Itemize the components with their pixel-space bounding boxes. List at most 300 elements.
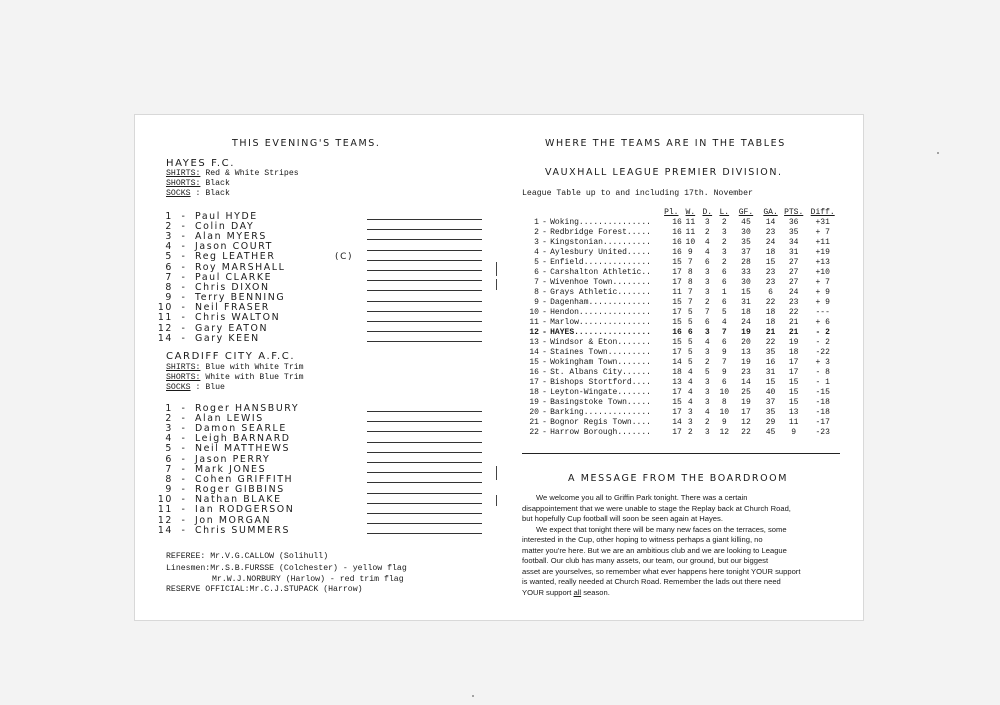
cell-ga: 35 <box>765 348 776 357</box>
cell-l: 12 <box>719 428 730 437</box>
kit-row <box>166 169 299 179</box>
dash: - <box>181 433 187 445</box>
shirt-number: 7 <box>165 463 173 475</box>
cell-pos: 4 <box>534 248 539 257</box>
player-name: Colin DAY <box>195 220 255 232</box>
message-text: season. <box>581 587 610 597</box>
cell-d: 4 <box>704 338 710 347</box>
table-row <box>522 378 840 388</box>
league-table <box>522 208 840 438</box>
write-in-line <box>367 526 482 534</box>
write-in-line <box>367 283 482 291</box>
cell-dash: - <box>542 338 547 347</box>
cell-ga: 21 <box>765 328 776 337</box>
cell-l: 6 <box>721 378 727 387</box>
cell-gf: 18 <box>741 308 751 317</box>
cell-pl: 17 <box>672 388 682 397</box>
cell-d: 2 <box>704 358 710 367</box>
dash: - <box>181 422 187 434</box>
cell-diff: - 2 <box>815 328 830 337</box>
dash: - <box>181 494 187 506</box>
cell-diff: -22 <box>815 348 830 357</box>
player-row <box>145 313 482 323</box>
write-in-line <box>367 324 482 332</box>
cell-diff: - 1 <box>815 378 830 387</box>
write-in-line <box>367 486 482 494</box>
kit-label: SHORTS: <box>166 179 201 188</box>
cell-ga: 40 <box>765 388 776 397</box>
dash: - <box>181 241 187 253</box>
write-in-line <box>367 263 482 271</box>
dash: - <box>181 230 187 242</box>
dash: - <box>181 412 187 424</box>
cell-gf: 30 <box>741 278 751 287</box>
cell-gf: 35 <box>741 238 751 247</box>
player-row <box>145 474 482 484</box>
column-header: PTS. <box>784 208 804 217</box>
player-name: Ian RODGERSON <box>195 504 295 516</box>
shirt-number: 11 <box>157 504 173 516</box>
player-name: Terry BENNING <box>195 292 286 304</box>
kit-label: SOCKS <box>166 383 191 392</box>
player-row <box>145 231 482 241</box>
cell-pts: 31 <box>788 248 799 257</box>
cell-pos: 15 <box>529 358 539 367</box>
player-name: Jason COURT <box>195 241 273 253</box>
cell-diff: - 2 <box>815 338 830 347</box>
cell-pl: 18 <box>672 368 682 377</box>
column-header: D. <box>702 208 713 217</box>
shirt-number: 2 <box>165 220 173 232</box>
player-row <box>145 515 482 525</box>
shirt-number: 5 <box>165 251 173 263</box>
cell-team: Bishops Stortford.... <box>550 378 651 387</box>
speck <box>472 695 474 697</box>
cell-l: 1 <box>721 288 727 297</box>
player-row <box>145 252 482 262</box>
cell-ga: 24 <box>765 238 776 247</box>
cell-pl: 16 <box>672 228 682 237</box>
write-in-line <box>367 212 482 220</box>
table-row <box>522 298 840 308</box>
cell-gf: 45 <box>741 218 751 227</box>
player-row <box>145 333 482 343</box>
player-name: Cohen GRIFFITH <box>195 473 294 485</box>
teams-title: THIS EVENING'S TEAMS. <box>232 138 381 149</box>
player-row <box>145 464 482 474</box>
cell-team: Kingstonian.......... <box>550 238 651 247</box>
write-in-line <box>367 222 482 230</box>
cell-w: 3 <box>687 418 693 427</box>
shirt-number: 11 <box>157 312 173 324</box>
cell-d: 3 <box>704 388 710 397</box>
table-row <box>522 338 840 348</box>
player-row <box>145 303 482 313</box>
cell-diff: +11 <box>815 238 830 247</box>
cell-pl: 17 <box>672 348 682 357</box>
cell-diff: -18 <box>815 398 830 407</box>
cell-pts: 17 <box>788 368 799 377</box>
dash: - <box>181 473 187 485</box>
cell-d: 4 <box>704 408 710 417</box>
shirt-number: 9 <box>165 292 173 304</box>
cell-pts: 11 <box>788 418 799 427</box>
cell-diff: +19 <box>815 248 830 257</box>
cell-pos: 13 <box>529 338 539 347</box>
message-line <box>522 588 840 599</box>
cell-pl: 15 <box>672 258 682 267</box>
cell-team: Grays Athletic....... <box>550 288 651 297</box>
cell-pos: 11 <box>529 318 539 327</box>
cell-pts: 18 <box>788 348 799 357</box>
write-in-line <box>367 232 482 240</box>
cell-l: 2 <box>721 218 727 227</box>
referee: REFEREE: Mr.V.G.CALLOW (Solihull) <box>166 552 329 561</box>
cell-pts: 19 <box>788 338 799 347</box>
cell-team: HAYES................ <box>550 328 651 337</box>
cell-gf: 24 <box>741 318 751 327</box>
home-kit <box>166 169 299 199</box>
kit-value: : Blue <box>190 383 225 392</box>
cell-w: 4 <box>687 378 693 387</box>
cell-gf: 12 <box>741 418 751 427</box>
player-name: Paul CLARKE <box>195 271 273 283</box>
shirt-number: 14 <box>157 524 173 536</box>
shirt-number: 2 <box>165 412 173 424</box>
dash: - <box>181 484 187 496</box>
cell-pl: 14 <box>672 418 682 427</box>
kit-value: Red & White Stripes <box>200 169 299 178</box>
cell-pos: 12 <box>529 328 539 337</box>
cell-d: 3 <box>704 378 710 387</box>
player-name: Neil FRASER <box>195 302 270 314</box>
player-name: Neil MATTHEWS <box>195 443 291 455</box>
cell-w: 10 <box>685 238 696 247</box>
player-row <box>145 282 482 292</box>
cell-dash: - <box>542 238 547 247</box>
cell-diff: +10 <box>815 268 830 277</box>
cell-d: 2 <box>704 228 710 237</box>
message-line: football. Our club has many assets, our team, our ground, but our biggest <box>522 556 769 565</box>
dash: - <box>181 332 187 344</box>
message-emphasis: all <box>573 587 582 597</box>
write-in-line <box>367 253 482 261</box>
dash: - <box>181 524 187 536</box>
table-row <box>522 388 840 398</box>
write-in-line <box>367 465 482 473</box>
cell-l: 10 <box>719 388 730 397</box>
cell-pos: 6 <box>534 268 539 277</box>
cell-diff: + 9 <box>815 288 830 297</box>
away-lineup <box>145 403 482 535</box>
cell-l: 2 <box>721 258 727 267</box>
cell-d: 3 <box>704 428 710 437</box>
write-in-line <box>367 445 482 453</box>
cell-l: 3 <box>721 228 727 237</box>
table-row <box>522 268 840 278</box>
cell-pos: 19 <box>529 398 539 407</box>
shirt-number: 3 <box>165 422 173 434</box>
write-in-line <box>367 496 482 504</box>
cell-d: 3 <box>704 218 710 227</box>
cell-dash: - <box>542 248 547 257</box>
scan-mark <box>496 279 497 290</box>
message-line: matter you're here. But we are an ambitious club and we are looking to League <box>522 545 787 555</box>
cell-dash: - <box>542 418 547 427</box>
cell-pos: 21 <box>529 418 539 427</box>
cell-pos: 20 <box>529 408 539 417</box>
cell-l: 9 <box>721 418 727 427</box>
dash: - <box>181 514 187 526</box>
cell-team: Leyton-Wingate....... <box>550 388 651 397</box>
shirt-number: 10 <box>157 302 173 314</box>
player-row <box>145 293 482 303</box>
cell-w: 3 <box>687 408 693 417</box>
table-row <box>522 228 840 238</box>
cell-l: 5 <box>721 308 727 317</box>
cell-pos: 17 <box>529 378 539 387</box>
table-divider <box>522 453 840 454</box>
message-line: is wanted, really needed at Church Road. Remember the lads out there need <box>522 577 781 586</box>
cell-gf: 33 <box>741 268 751 277</box>
table-row <box>522 348 840 358</box>
cell-pl: 16 <box>672 248 682 257</box>
message-line: We welcome you all to Griffin Park tonight. There was a certain <box>536 493 748 502</box>
cell-pts: 36 <box>788 218 799 227</box>
cell-pos: 8 <box>534 288 539 297</box>
home-lineup <box>145 211 482 343</box>
kit-value: White with Blue Trim <box>200 373 304 382</box>
cell-team: Windsor & Eton....... <box>550 338 651 347</box>
cell-diff: -18 <box>815 408 830 417</box>
cell-team: Enfield.............. <box>550 258 651 267</box>
kit-label: SHIRTS: <box>166 363 201 372</box>
cell-dash: - <box>542 398 547 407</box>
table-row <box>522 218 840 228</box>
cell-w: 7 <box>687 288 693 297</box>
cell-pts: 27 <box>788 268 799 277</box>
cell-l: 9 <box>721 368 727 377</box>
cell-pl: 16 <box>672 328 682 337</box>
cell-pts: 27 <box>788 278 799 287</box>
cell-d: 5 <box>704 368 710 377</box>
division-title: VAUXHALL LEAGUE PREMIER DIVISION. <box>545 167 783 178</box>
cell-dash: - <box>542 368 547 377</box>
tables-title: WHERE THE TEAMS ARE IN THE TABLES <box>545 138 786 149</box>
cell-d: 3 <box>704 278 710 287</box>
cell-gf: 14 <box>741 378 751 387</box>
table-row <box>522 308 840 318</box>
cell-ga: 16 <box>765 358 776 367</box>
cell-pl: 17 <box>672 428 682 437</box>
table-row <box>522 318 840 328</box>
write-in-line <box>367 404 482 412</box>
cell-team: Harrow Borough....... <box>550 428 651 437</box>
cell-gf: 20 <box>741 338 751 347</box>
cell-d: 4 <box>704 238 710 247</box>
dash: - <box>181 504 187 516</box>
cell-l: 6 <box>721 298 727 307</box>
cell-l: 9 <box>721 348 727 357</box>
cell-team: Basingstoke Town..... <box>550 398 651 407</box>
cell-pos: 2 <box>534 228 539 237</box>
cell-dash: - <box>542 378 547 387</box>
cell-dash: - <box>542 228 547 237</box>
dash: - <box>181 251 187 263</box>
cell-ga: 31 <box>765 368 776 377</box>
message-text: YOUR support <box>522 587 574 597</box>
kit-value: Black <box>200 179 230 188</box>
captain-mark: (C) <box>335 251 354 262</box>
cell-dash: - <box>542 288 547 297</box>
player-row <box>145 454 482 464</box>
cell-dash: - <box>542 258 547 267</box>
player-row <box>145 221 482 231</box>
table-row <box>522 238 840 248</box>
cell-pts: 17 <box>788 358 799 367</box>
scan-mark <box>496 262 497 276</box>
table-subtitle: League Table up to and including 17th. November <box>522 189 753 198</box>
kit-row <box>166 373 304 383</box>
cell-diff: -17 <box>815 418 830 427</box>
column-header: Diff. <box>810 208 835 217</box>
cell-dash: - <box>542 298 547 307</box>
cell-diff: + 9 <box>815 298 830 307</box>
cell-gf: 25 <box>741 388 751 397</box>
table-row <box>522 418 840 428</box>
table-row <box>522 398 840 408</box>
write-in-line <box>367 455 482 463</box>
shirt-number: 5 <box>165 443 173 455</box>
cell-pts: 35 <box>788 228 799 237</box>
cell-ga: 23 <box>765 278 776 287</box>
cell-pos: 9 <box>534 298 539 307</box>
cell-dash: - <box>542 268 547 277</box>
player-name: Jon MORGAN <box>195 514 272 526</box>
cell-dash: - <box>542 328 547 337</box>
write-in-line <box>367 506 482 514</box>
cell-ga: 22 <box>765 298 776 307</box>
cell-pl: 17 <box>672 268 682 277</box>
player-row <box>145 323 482 333</box>
cell-gf: 30 <box>741 228 751 237</box>
cell-gf: 23 <box>741 368 751 377</box>
dash: - <box>181 292 187 304</box>
boardroom-message <box>522 493 840 598</box>
shirt-number: 1 <box>165 402 173 414</box>
cell-dash: - <box>542 358 547 367</box>
dash: - <box>181 402 187 414</box>
player-name: Mark JONES <box>195 463 267 475</box>
cell-team: Wivenhoe Town........ <box>550 278 651 287</box>
player-row <box>145 485 482 495</box>
cell-ga: 22 <box>765 338 776 347</box>
cell-team: Redbridge Forest..... <box>550 228 651 237</box>
message-line: disappointement that we were unable to stage the Replay back at Church Road, <box>522 503 791 513</box>
cell-pts: 34 <box>788 238 799 247</box>
player-row <box>145 434 482 444</box>
cell-pts: 15 <box>788 398 799 407</box>
cell-gf: 37 <box>741 248 751 257</box>
cell-pts: 9 <box>791 428 797 437</box>
cell-l: 8 <box>721 398 727 407</box>
cell-team: Hendon............... <box>550 308 651 317</box>
player-name: Roy MARSHALL <box>195 261 286 273</box>
shirt-number: 1 <box>165 210 173 222</box>
player-name: Chris WALTON <box>195 312 281 324</box>
cell-w: 8 <box>687 268 693 277</box>
cell-w: 5 <box>687 348 693 357</box>
cell-pl: 17 <box>672 308 682 317</box>
cell-team: Dagenham............. <box>550 298 651 307</box>
player-row <box>145 423 482 433</box>
kit-row <box>166 179 299 189</box>
cell-dash: - <box>542 318 547 327</box>
cell-l: 7 <box>721 358 727 367</box>
table-row <box>522 408 840 418</box>
cell-gf: 19 <box>741 358 751 367</box>
table-row <box>522 288 840 298</box>
column-header: W. <box>685 208 696 217</box>
column-header: L. <box>719 208 730 217</box>
table-row <box>522 248 840 258</box>
cell-ga: 18 <box>765 308 776 317</box>
cell-w: 5 <box>687 308 693 317</box>
player-name: Reg LEATHER <box>195 251 276 263</box>
cell-team: Woking............... <box>550 218 651 227</box>
cell-l: 3 <box>721 248 727 257</box>
cell-pl: 17 <box>672 278 682 287</box>
table-row <box>522 368 840 378</box>
shirt-number: 8 <box>165 281 173 293</box>
cell-gf: 19 <box>741 328 751 337</box>
player-name: Jason PERRY <box>195 453 271 465</box>
column-header: GF. <box>738 208 754 217</box>
player-name: Gary EATON <box>195 322 269 334</box>
cell-pts: 24 <box>788 288 799 297</box>
cell-ga: 23 <box>765 228 776 237</box>
cell-ga: 18 <box>765 318 776 327</box>
cell-dash: - <box>542 388 547 397</box>
player-name: Alan LEWIS <box>195 412 264 424</box>
cell-d: 3 <box>704 398 710 407</box>
shirt-number: 6 <box>165 453 173 465</box>
cell-ga: 37 <box>765 398 776 407</box>
cell-gf: 31 <box>741 298 751 307</box>
write-in-line <box>367 273 482 281</box>
cell-w: 8 <box>687 278 693 287</box>
cell-pts: 15 <box>788 388 799 397</box>
cell-pl: 16 <box>672 218 682 227</box>
cell-l: 7 <box>721 328 727 337</box>
kit-row <box>166 189 299 199</box>
dash: - <box>181 220 187 232</box>
cell-w: 5 <box>687 358 693 367</box>
cell-pl: 15 <box>672 318 682 327</box>
cell-ga: 23 <box>765 268 776 277</box>
cell-pts: 23 <box>788 298 799 307</box>
table-row <box>522 278 840 288</box>
cell-gf: 28 <box>741 258 751 267</box>
cell-pos: 1 <box>534 218 539 227</box>
cell-diff: - 8 <box>815 368 830 377</box>
cell-d: 6 <box>704 258 710 267</box>
cell-team: Carshalton Athletic.. <box>550 268 651 277</box>
player-row <box>145 495 482 505</box>
write-in-line <box>367 414 482 422</box>
player-name: Roger GIBBINS <box>195 484 285 496</box>
cell-w: 11 <box>685 218 696 227</box>
